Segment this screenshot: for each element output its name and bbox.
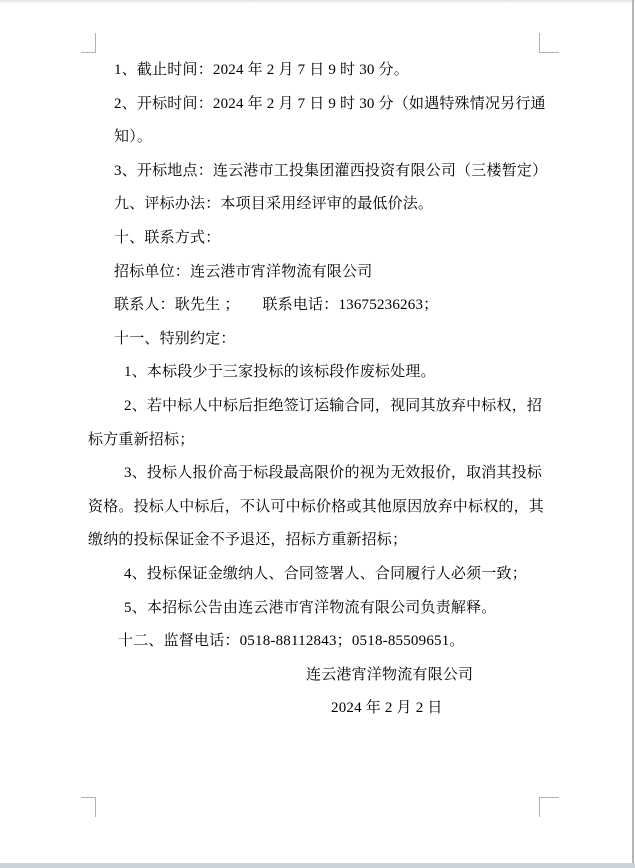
document-line: 标方重新招标； [88,431,195,448]
page-edge-bottom [0,863,635,868]
document-line: 2、开标时间：2024 年 2 月 7 日 9 时 30 分（如遇特殊情况另行通 [114,95,546,112]
document-line: 联系人：耿先生 ； 联系电话：13675236263； [114,297,439,314]
document-line: 5、本招标公告由连云港市宵洋物流有限公司负责解释。 [124,599,497,616]
signature-company-line: 连云港宵洋物流有限公司 [306,666,474,683]
document-line: 4、投标保证金缴纳人、合同签署人、合同履行人必须一致； [124,565,527,582]
document-line: 十一、特别约定： [114,330,236,347]
document-line: 3、投标人报价高于标段最高限价的视为无效报价，取消其投标 [124,465,543,482]
margin-crop-mark-bottom-right [539,797,559,817]
document-line: 十、联系方式： [114,229,221,246]
document-line: 1、截止时间：2024 年 2 月 7 日 9 时 30 分。 [114,62,409,78]
document-line: 资格。投标人中标后，不认可中标价格或其他原因放弃中标权的，其 [88,498,545,515]
document-line: 招标单位：连云港市宵洋物流有限公司 [114,263,373,280]
document-line: 十二、监督电话：0518-88112843；0518-85509651。 [118,633,465,650]
page-edge-right [632,0,634,868]
document-line: 缴纳的投标保证金不予退还，招标方重新招标； [88,532,408,549]
document-line: 3、开标地点：连云港市工投集团灌西投资有限公司（三楼暂定） [114,162,548,179]
margin-crop-mark-top-right [539,33,559,53]
margin-crop-mark-top-left [81,33,96,53]
signature-date-line: 2024 年 2 月 2 日 [331,700,443,717]
margin-crop-mark-bottom-left [81,797,96,817]
document-line: 1、本标段少于三家投标的该标段作废标处理。 [124,364,436,381]
page-edge-top [0,0,635,3]
document-body [88,54,550,726]
document-line: 2、若中标人中标后拒绝签订运输合同，视同其放弃中标权，招 [124,397,543,414]
document-line: 九、评标办法：本项目采用经评审的最低价法。 [114,196,434,213]
document-line: 知）。 [114,129,153,146]
